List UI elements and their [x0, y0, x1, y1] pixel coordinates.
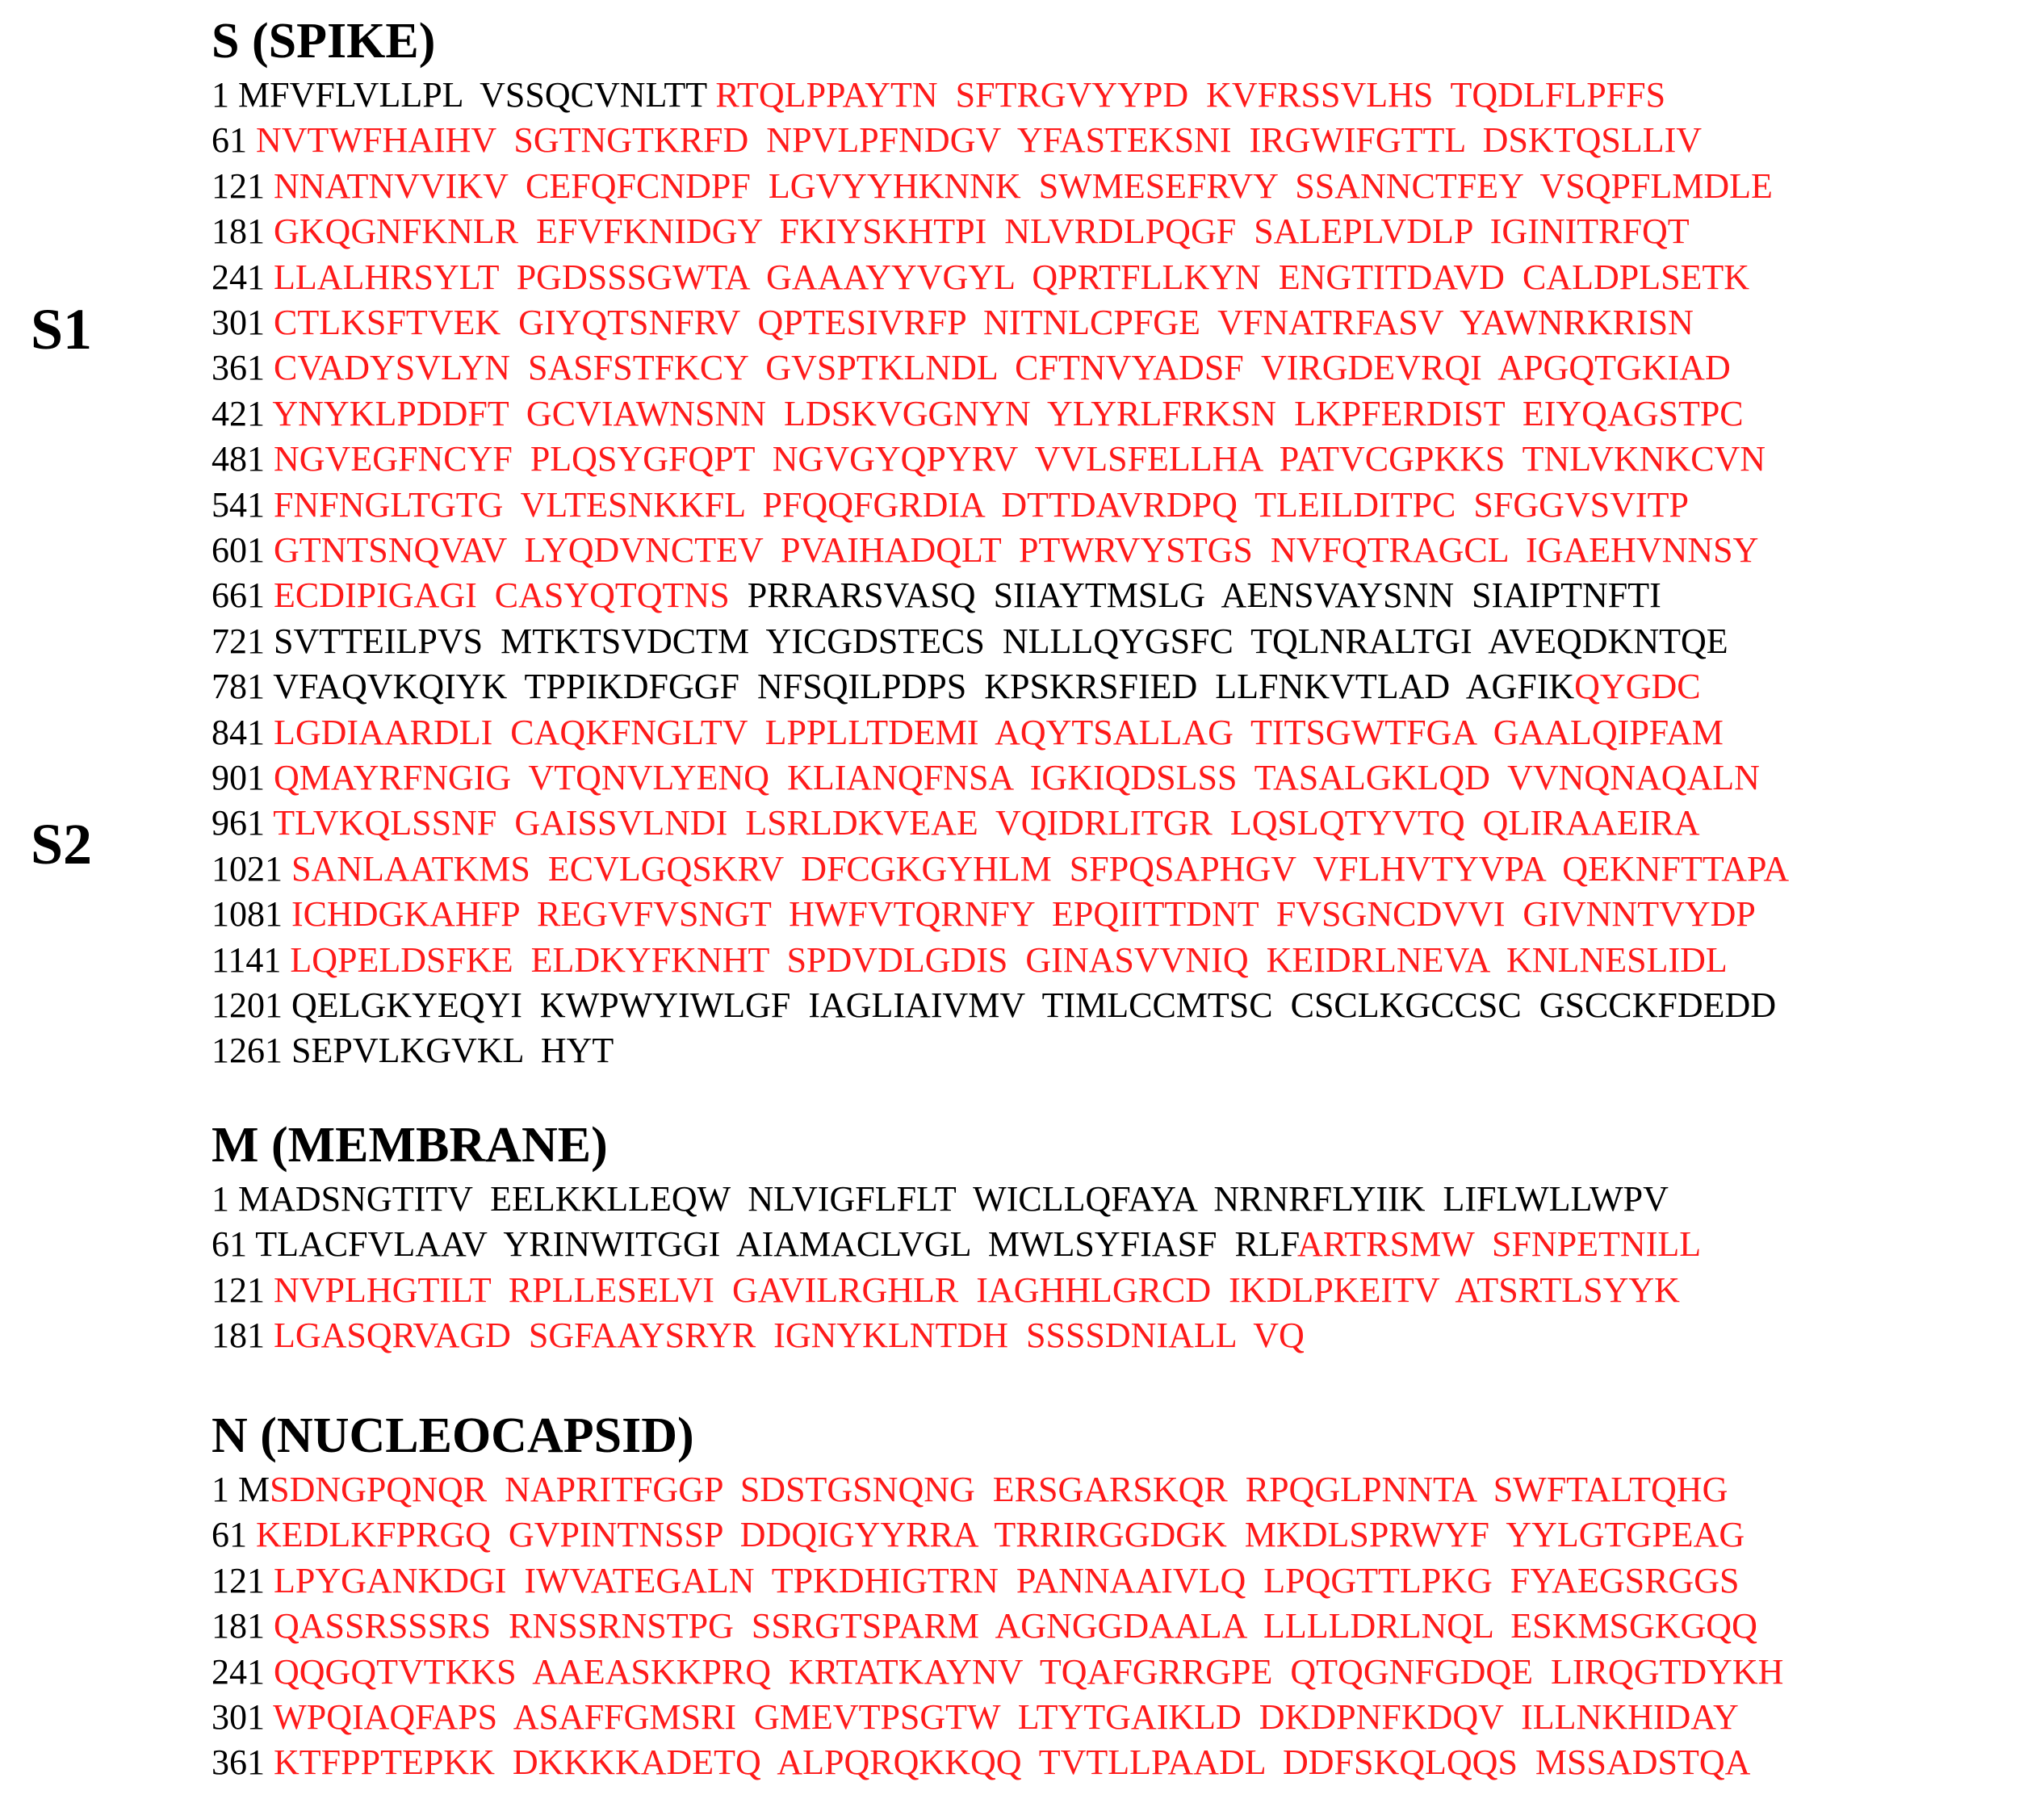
- highlighted-residues: ECDIPIGAGI CASYQTQTNS: [274, 575, 730, 616]
- highlighted-residues: GKQGNFKNLR EFVFKNIDGY FKIYSKHTPI NLVRDLPQGF SALEPLVDLP IGINITRFQT: [274, 211, 1690, 252]
- sequence-line: [212, 530, 1759, 570]
- s2-region-label: S2: [31, 812, 93, 876]
- plain-residues: 301: [212, 1697, 274, 1737]
- plain-residues: 901: [212, 758, 274, 797]
- plain-residues: 661: [212, 575, 274, 616]
- sequence-line: [212, 484, 1689, 525]
- highlighted-residues: QQGQTVTKKS AAEASKKPRQ KRTATKAYNV TQAFGRRGPE QTQGNFGDQE LIRQGTDYKH: [274, 1651, 1784, 1692]
- sequence-line: [212, 712, 1724, 752]
- sequence-line: [212, 305, 1694, 341]
- sequence-line: [212, 669, 1701, 705]
- plain-residues: 181: [212, 1316, 274, 1356]
- plain-residues: 361: [212, 348, 274, 388]
- sequence-line: [212, 1316, 1305, 1356]
- sequence-line: [212, 1517, 1745, 1553]
- highlighted-residues: LGDIAARDLI CAQKFNGLTV LPPLLTDEMI AQYTSALLAG TITSGWTFGA GAALQIPFAM: [274, 712, 1724, 752]
- plain-residues: 601: [212, 530, 274, 570]
- plain-residues: 61 TLACFVLAAV YRINWITGGI AIAMACLVGL MWLSYFIASF RLF: [212, 1224, 1297, 1265]
- plain-residues: 541: [212, 484, 274, 525]
- plain-residues: 1 MADSNGTITV EELKKLLEQW NLVIGFLFLT WICLLQFAYA NRNRFLYIIK LIFLWLLWPV: [212, 1179, 1669, 1219]
- plain-residues: 361: [212, 1742, 274, 1783]
- sequence-line: [212, 257, 1750, 297]
- sequence-line: [212, 1560, 1740, 1600]
- highlighted-residues: LQPELDSFKE ELDKYFKNHT SPDVDLGDIS GINASVVNIQ KEIDRLNEVA KNLNESLIDL: [290, 939, 1728, 980]
- sequence-line: [212, 1697, 1739, 1737]
- sequence-line: [212, 393, 1744, 433]
- plain-residues: 1141: [212, 939, 291, 980]
- sequence-line: [212, 1179, 1669, 1219]
- sequence-line: [212, 1651, 1784, 1692]
- highlighted-residues: TLVKQLSSNF GAISSVLNDI LSRLDKVEAE VQIDRLITGR LQSLQTYVTQ QLIRAAEIRA: [273, 803, 1700, 843]
- plain-residues: 421: [212, 393, 273, 433]
- sequence-line: [212, 575, 1661, 616]
- plain-residues: 121: [212, 1270, 274, 1310]
- sequence-line: [212, 805, 1700, 841]
- plain-residues: 1021: [212, 848, 291, 889]
- plain-residues: 961: [212, 803, 274, 843]
- highlighted-residues: KTFPPTEPKK DKKKKADETQ ALPQRQKKQQ TVTLLPAADL DDFSKQLQQS MSSADSTQA: [274, 1742, 1751, 1783]
- sequence-line: [212, 848, 1790, 889]
- highlighted-residues: LPYGANKDGI IWVATEGALN TPKDHIGTRN PANNAAIVLQ LPQGTTLPKG FYAEGSRGGS: [274, 1560, 1740, 1600]
- highlighted-residues: CTLKSFTVEK GIYQTSNFRV QPTESIVRFP NITNLCPFGE VFNATRFASV YAWNRKRISN: [274, 303, 1694, 342]
- highlighted-residues: WPQIAQFAPS ASAFFGMSRI GMEVTPSGTW LTYTGAIKLD DKDPNFKDQV ILLNKHIDAY: [273, 1697, 1739, 1737]
- plain-residues: 301: [212, 303, 274, 342]
- highlighted-residues: QASSRSSSRS RNSSRNSTPG SSRGTSPARM AGNGGDAALA LLLLDRLNQL ESKMSGKGQQ: [274, 1606, 1757, 1646]
- highlighted-residues: FNFNGLTGTG VLTESNKKFL PFQQFGRDIA DTTDAVRDPQ TLEILDITPC SFGGVSVITP: [274, 484, 1689, 525]
- sequence-line: [212, 1608, 1757, 1644]
- highlighted-residues: LGASQRVAGD SGFAAYSRYR IGNYKLNTDH SSSSDNIALL VQ: [274, 1316, 1305, 1356]
- plain-residues: 481: [212, 439, 274, 479]
- plain-residues: 1261 SEPVLKGVKL HYT: [212, 1031, 614, 1071]
- plain-residues: PRRARSVASQ SIIAYTMSLG AENSVAYSNN SIAIPTNFTI: [729, 575, 1661, 616]
- highlighted-residues: RTQLPPAYTN SFTRGVYYPD KVFRSSVLHS TQDLFLPFFS: [706, 75, 1666, 115]
- plain-residues: 241: [212, 1651, 274, 1692]
- plain-residues: 721 SVTTEILPVS MTKTSVDCTM YICGDSTECS NLLLQYGSFC TQLNRALTGI AVEQDKNTQE: [212, 621, 1728, 661]
- sequence-line: [212, 894, 1756, 935]
- nucleocapsid-section-title: N (NUCLEOCAPSID): [212, 1408, 694, 1463]
- plain-residues: 781 VFAQVKQIYK TPPIKDFGGF NFSQILPDPS KPSKRSFIED LLFNKVTLAD AGFIK: [212, 667, 1575, 707]
- highlighted-residues: NNATNVVIKV CEFQFCNDPF LGVYYHKNNK SWMESEFRVY SSANNCTFEY VSQPFLMDLE: [274, 165, 1773, 206]
- highlighted-residues: ARTRSMW SFNPETNILL: [1296, 1224, 1702, 1265]
- highlighted-residues: NGVEGFNCYF PLQSYGFQPT NGVGYQPYRV VVLSFELLHA PATVCGPKKS TNLVKNKCVN: [274, 439, 1766, 479]
- sequence-line: [212, 1033, 614, 1069]
- spike-section-title: S (SPIKE): [212, 14, 436, 69]
- sequence-line: [212, 350, 1731, 386]
- sequence-line: [212, 621, 1728, 661]
- sequence-line: [212, 985, 1777, 1025]
- plain-residues: 1201 QELGKYEQYI KWPWYIWLGF IAGLIAIVMV TIMLCCMTSC CSCLKGCCSC GSCCKFDEDD: [212, 985, 1777, 1025]
- sequence-line: [212, 939, 1728, 980]
- highlighted-residues: CVADYSVLYN SASFSTFKCY GVSPTKLNDL CFTNVYADSF VIRGDEVRQI APGQTGKIAD: [274, 348, 1731, 388]
- plain-residues: 121: [212, 1560, 274, 1600]
- sequence-line: [212, 1472, 1728, 1508]
- highlighted-residues: NVTWFHAIHV SGTNGTKRFD NPVLPFNDGV YFASTEKSNI IRGWIFGTTL DSKTQSLLIV: [256, 120, 1703, 161]
- highlighted-residues: ICHDGKAHFP REGVFVSNGT HWFVTQRNFY EPQIITTDNT FVSGNCDVVI GIVNNTVYDP: [291, 894, 1756, 935]
- plain-residues: 121: [212, 165, 274, 206]
- highlighted-residues: SDNGPQNQR NAPRITFGGP SDSTGSNQNG ERSGARSKQR RPQGLPNNTA SWFTALTQHG: [270, 1470, 1728, 1509]
- highlighted-residues: LLALHRSYLT PGDSSSGWTA GAAAYYVGYL QPRTFLLKYN ENGTITDAVD CALDPLSETK: [274, 257, 1750, 297]
- plain-residues: 841: [212, 712, 274, 752]
- plain-residues: 1 MFVFLVLLPL VSSQCVNLTT: [212, 75, 707, 115]
- plain-residues: 181: [212, 1606, 274, 1646]
- highlighted-residues: NVPLHGTILT RPLLESELVI GAVILRGHLR IAGHHLGRCD IKDLPKEITV ATSRTLSYYK: [274, 1270, 1680, 1310]
- sequence-line: [212, 165, 1773, 206]
- plain-residues: 61: [212, 120, 256, 161]
- highlighted-residues: KEDLKFPRGQ GVPINTNSSP DDQIGYYRRA TRRIRGGDGK MKDLSPRWYF YYLGTGPEAG: [256, 1515, 1745, 1555]
- sequence-line: [212, 1742, 1751, 1783]
- s1-region-label: S1: [31, 297, 93, 362]
- plain-residues: 1 M: [212, 1470, 270, 1509]
- plain-residues: 181: [212, 211, 274, 252]
- sequence-line: [212, 1270, 1680, 1310]
- sequence-line: [212, 77, 1665, 113]
- sequence-line: [212, 760, 1760, 796]
- sequence-line: [212, 211, 1690, 252]
- highlighted-residues: QMAYRFNGIG VTQNVLYENQ KLIANQFNSA IGKIQDSLSS TASALGKLQD VVNQNAQALN: [274, 758, 1760, 797]
- highlighted-residues: SANLAATKMS ECVLGQSKRV DFCGKGYHLM SFPQSAPHGV VFLHVTYVPA QEKNFTTAPA: [291, 848, 1790, 889]
- plain-residues: 241: [212, 257, 274, 297]
- plain-residues: 1081: [212, 894, 291, 935]
- membrane-section-title: M (MEMBRANE): [212, 1118, 608, 1173]
- sequence-line: [212, 1224, 1702, 1265]
- highlighted-residues: QYGDC: [1574, 667, 1701, 707]
- sequence-line: [212, 120, 1703, 161]
- highlighted-residues: GTNTSNQVAV LYQDVNCTEV PVAIHADQLT PTWRVYSTGS NVFQTRAGCL IGAEHVNNSY: [274, 530, 1759, 570]
- sequence-line: [212, 441, 1765, 477]
- plain-residues: 61: [212, 1515, 256, 1555]
- highlighted-residues: YNYKLPDDFT GCVIAWNSNN LDSKVGGNYN YLYRLFRKSN LKPFERDIST EIYQAGSTPC: [272, 393, 1744, 433]
